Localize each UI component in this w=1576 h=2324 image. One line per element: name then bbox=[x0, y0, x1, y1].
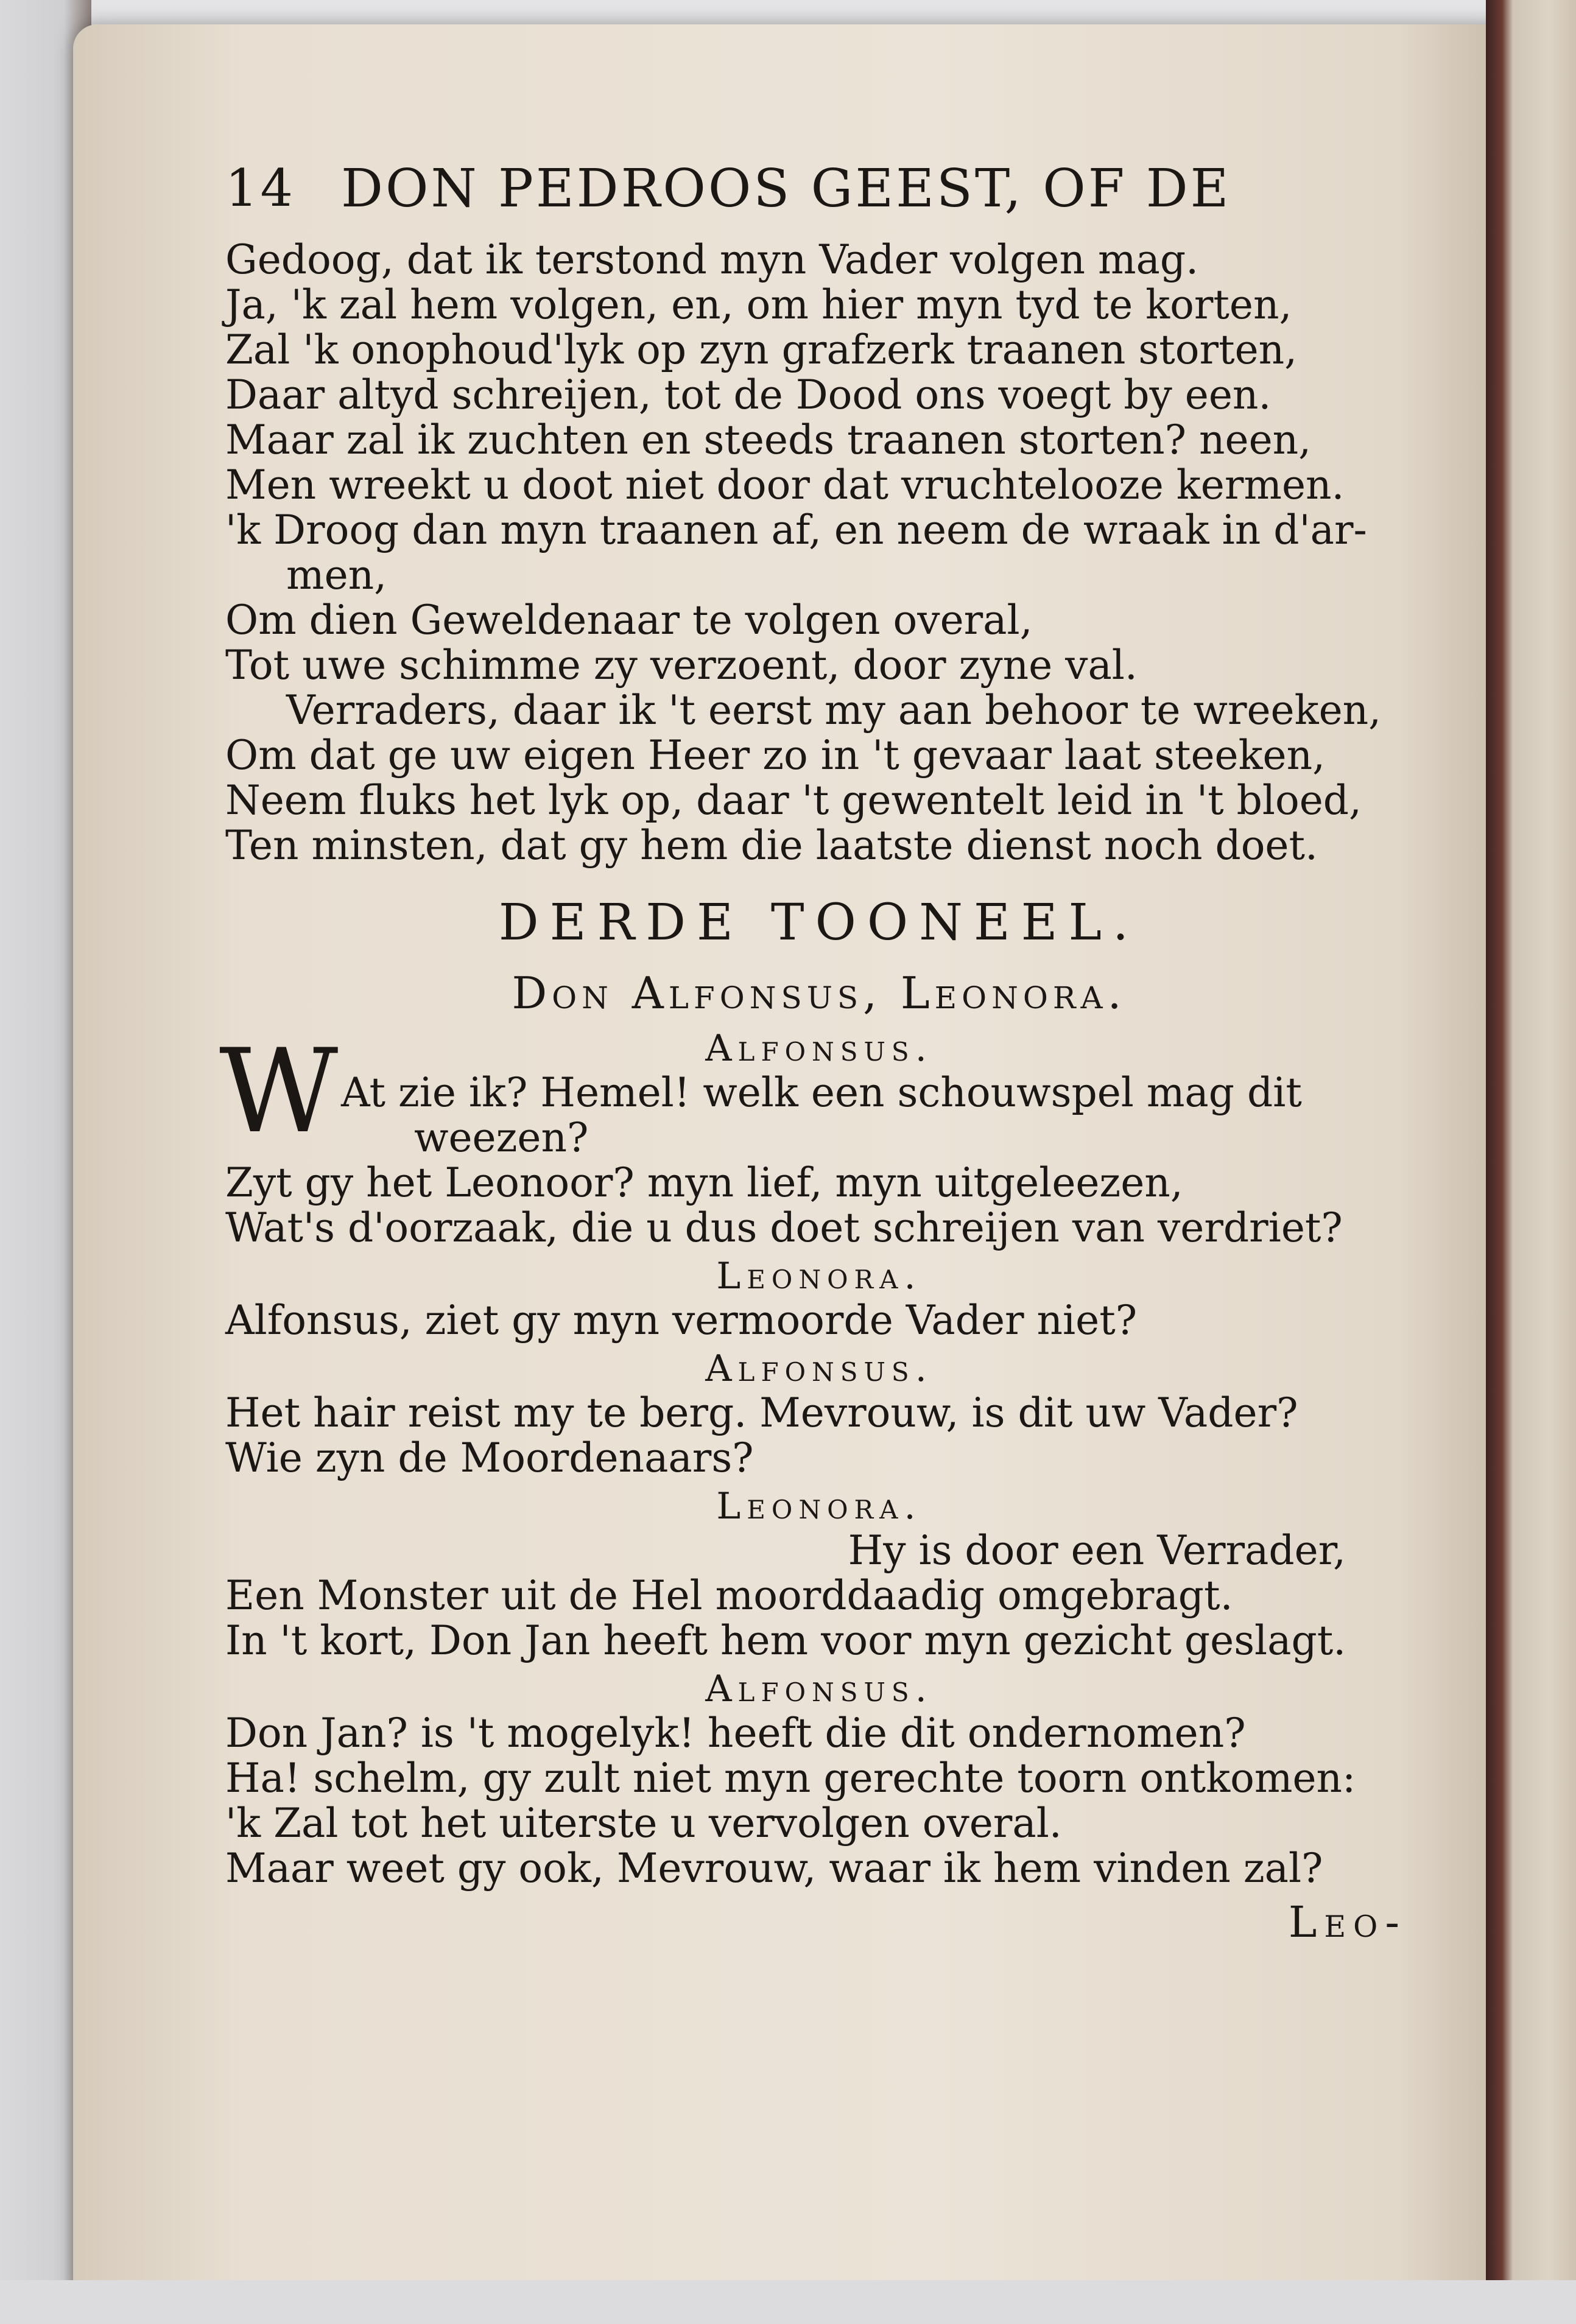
verse-line: Gedoog, dat ik terstond myn Vader volgen mag. bbox=[225, 236, 1199, 283]
verse-line: Ten minsten, dat gy hem die laatste dienst noch doet. bbox=[225, 822, 1318, 869]
scene-heading: DERDE TOONEEL. bbox=[498, 894, 1140, 952]
verse-line: Ja, 'k zal hem volgen, en, om hier myn tyd te korten, bbox=[225, 281, 1292, 328]
verse-line: In 't kort, Don Jan heeft hem voor myn gezicht geslagt. bbox=[225, 1617, 1346, 1664]
verse-line-text: At zie ik? Hemel! welk een schouwspel mag dit bbox=[341, 1069, 1302, 1116]
verse-line-half: Hy is door een Verrader, bbox=[848, 1527, 1346, 1574]
verse-line-continuation: men, bbox=[286, 552, 387, 599]
verse-line-paragraph-start: Verraders, daar ik 't eerst my aan behoor te wreeken, bbox=[286, 687, 1382, 734]
verse-line: Om dat ge uw eigen Heer zo in 't gevaar laat steeken, bbox=[225, 732, 1326, 779]
verse-line: Alfonsus, ziet gy myn vermoorde Vader niet? bbox=[225, 1297, 1138, 1344]
verse-block-opening bbox=[225, 237, 1413, 868]
facing-page-edge bbox=[1486, 0, 1576, 2324]
scene-persons: Don Alfonsus, Leonora. bbox=[512, 967, 1127, 1019]
dialogue-block bbox=[219, 1024, 1413, 1892]
verse-line: Het hair reist my te berg. Mevrouw, is dit uw Vader? bbox=[225, 1389, 1298, 1436]
background-bottom bbox=[0, 2280, 1576, 2324]
running-title: DON PEDROOS GEEST, OF DE bbox=[341, 158, 1231, 219]
speaker-name: Alfonsus. bbox=[705, 1668, 933, 1710]
verse-line: Neem fluks het lyk op, daar 't gewentelt leid in 't bloed, bbox=[225, 777, 1362, 824]
verse-line: 'k Zal tot het uiterste u vervolgen overal. bbox=[225, 1800, 1062, 1847]
verse-line: Zyt gy het Leonoor? myn lief, myn uitgeleezen, bbox=[225, 1159, 1183, 1206]
verse-line: Om dien Geweldenaar te volgen overal, bbox=[225, 597, 1033, 644]
speaker-name: Leonora. bbox=[716, 1255, 922, 1297]
page-number: 14 bbox=[225, 158, 295, 218]
verse-line: Maar zal ik zuchten en steeds traanen storten? neen, bbox=[225, 416, 1312, 463]
speaker-name: Leonora. bbox=[716, 1485, 922, 1528]
catchword: Leo- bbox=[1288, 1897, 1407, 1947]
verse-line: 'k Droog dan myn traanen af, en neem de wraak in d'ar- bbox=[225, 507, 1367, 553]
drop-capital: W bbox=[219, 1024, 339, 1159]
page-text-block bbox=[219, 146, 1413, 1947]
speaker-name: Alfonsus. bbox=[705, 1347, 933, 1390]
verse-line: Ha! schelm, gy zult niet myn gerechte toorn ontkomen: bbox=[225, 1755, 1356, 1802]
verse-line: Maar weet gy ook, Mevrouw, waar ik hem vinden zal? bbox=[225, 1845, 1323, 1892]
page-header bbox=[225, 146, 1413, 237]
verse-line: Men wreekt u doot niet door dat vruchtelooze kermen. bbox=[225, 462, 1345, 508]
verse-line: Wie zyn de Moordenaars? bbox=[225, 1434, 754, 1481]
verse-line: Wat's d'oorzaak, die u dus doet schreijen van verdriet? bbox=[225, 1204, 1343, 1251]
verse-line: Daar altyd schreijen, tot de Dood ons voegt by een. bbox=[225, 371, 1272, 418]
verse-line: Don Jan? is 't mogelyk! heeft die dit ondernomen? bbox=[225, 1710, 1246, 1757]
speaker-name: Alfonsus. bbox=[705, 1027, 933, 1070]
verse-line-continuation: weezen? bbox=[414, 1114, 589, 1161]
verse-line: Een Monster uit de Hel moorddaadig omgebragt. bbox=[225, 1572, 1233, 1619]
verse-line: Tot uwe schimme zy verzoent, door zyne val. bbox=[225, 642, 1138, 689]
verse-line: Zal 'k onophoud'lyk op zyn grafzerk traanen storten, bbox=[225, 326, 1298, 373]
